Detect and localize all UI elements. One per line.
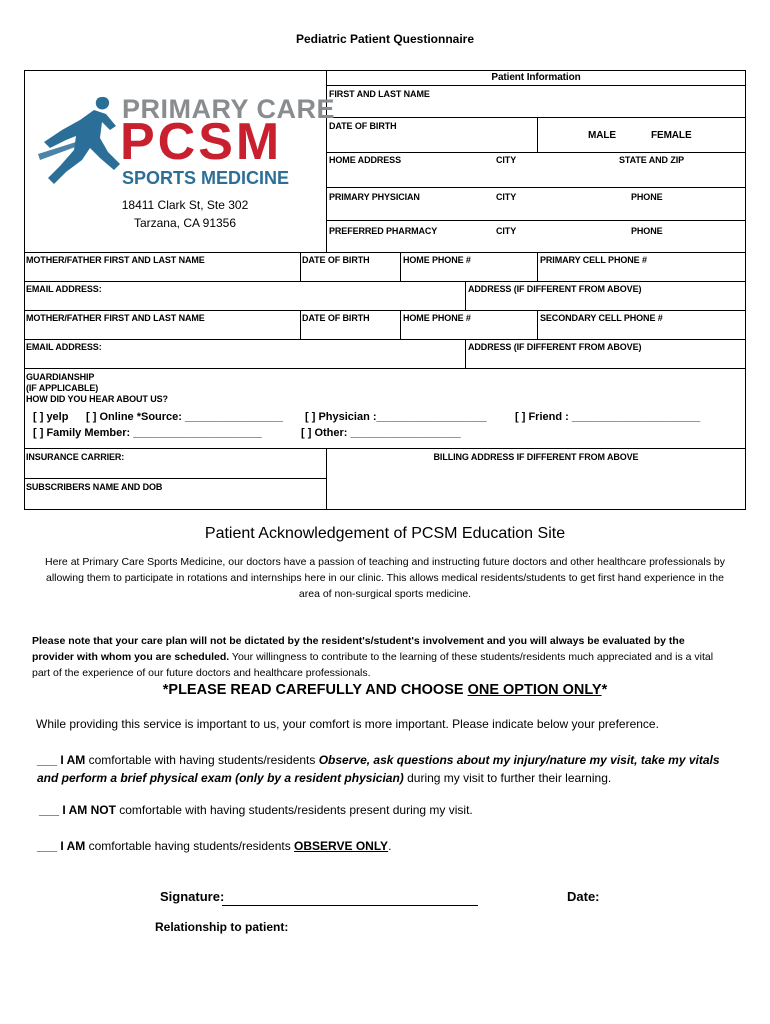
billing-address-field[interactable]: BILLING ADDRESS IF DIFFERENT FROM ABOVE	[433, 452, 639, 462]
guardianship-field[interactable]	[26, 372, 168, 405]
pcsm-logo	[36, 92, 336, 188]
home-address-field[interactable]: HOME ADDRESS	[329, 155, 401, 165]
parent1-dob-field[interactable]: DATE OF BIRTH	[302, 255, 370, 265]
physician-checkbox[interactable]: [ ] Physician :__________________	[305, 411, 487, 423]
form-border-right	[745, 70, 746, 510]
opt3-text: comfortable having students/residents	[85, 839, 295, 853]
dob-field[interactable]: DATE OF BIRTH	[329, 121, 397, 131]
other-checkbox[interactable]: [ ] Other: __________________	[301, 427, 461, 439]
notice-post: *	[601, 682, 608, 698]
option-observe-exam[interactable]	[37, 751, 727, 787]
opt3-end: .	[388, 839, 392, 853]
insurance-carrier-field[interactable]: INSURANCE CARRIER:	[26, 452, 125, 462]
logo-sports-medicine: SPORTS MEDICINE	[122, 168, 290, 188]
signature-label: Signature:	[160, 889, 225, 904]
preferred-pharmacy-field[interactable]: PREFERRED PHARMACY	[329, 226, 438, 236]
parent1-address-field[interactable]: ADDRESS (IF DIFFERENT FROM ABOVE)	[468, 284, 642, 294]
opt2-blank[interactable]: ___	[39, 803, 63, 817]
opt1-end: during my visit to further their learning.	[403, 771, 612, 785]
parent2-cell-field[interactable]: SECONDARY CELL PHONE #	[540, 313, 663, 323]
online-checkbox[interactable]: [ ] Online *Source: ________________	[86, 411, 283, 423]
opt2-text: comfortable with having students/residents present during my visit.	[115, 803, 473, 817]
clinic-address-line2: Tarzana, CA 91356	[133, 216, 237, 230]
opt3-bold: I AM	[60, 839, 86, 853]
parent1-cell-field[interactable]: PRIMARY CELL PHONE #	[540, 255, 647, 265]
state-zip-field[interactable]: STATE AND ZIP	[619, 155, 685, 165]
logo-pcsm: PCSM	[120, 113, 283, 171]
parent2-name-field[interactable]: MOTHER/FATHER FIRST AND LAST NAME	[26, 313, 205, 323]
preference-intro: While providing this service is important to us, your comfort is more important. Please indicate below your preference.	[36, 717, 659, 731]
guardianship-label: GUARDIANSHIP	[26, 372, 95, 382]
guardianship-sublabel: (IF APPLICABLE)	[26, 383, 99, 393]
date-label: Date:	[567, 889, 600, 904]
relationship-label: Relationship to patient:	[155, 920, 289, 934]
page-title: Pediatric Patient Questionnaire	[295, 32, 475, 46]
read-carefully-notice	[0, 682, 770, 698]
parent2-home-phone-field[interactable]: HOME PHONE #	[403, 313, 471, 323]
opt1-blank[interactable]: ___	[37, 753, 61, 767]
ack-paragraph-2-bold: Please note that your care plan will not be dictated by the resident's/student's involvement and you will always be evaluated by the provider with whom you are scheduled.	[32, 635, 685, 663]
clinic-address-line1: 18411 Clark St, Ste 302	[121, 198, 249, 212]
opt3-blank[interactable]: ___	[37, 839, 61, 853]
athlete-silhouette-icon	[36, 92, 124, 187]
female-option[interactable]: FEMALE	[651, 130, 692, 141]
opt1-bold: I AM	[60, 753, 86, 767]
family-member-checkbox[interactable]: [ ] Family Member: _____________________	[33, 427, 262, 439]
signature-line[interactable]	[222, 905, 478, 906]
opt3-underlined: OBSERVE ONLY	[294, 839, 389, 853]
ack-paragraph-2	[32, 633, 727, 681]
physician-phone-field[interactable]: PHONE	[631, 192, 663, 202]
form-border-bottom	[24, 509, 746, 510]
primary-physician-field[interactable]: PRIMARY PHYSICIAN	[329, 192, 420, 202]
option-not-comfortable[interactable]	[39, 803, 473, 817]
first-last-name-field[interactable]: FIRST AND LAST NAME	[329, 89, 430, 99]
pharmacy-city-field[interactable]: CITY	[496, 226, 517, 236]
clinic-address	[100, 196, 270, 232]
opt2-bold: I AM NOT	[62, 803, 116, 817]
subscriber-field[interactable]: SUBSCRIBERS NAME AND DOB	[26, 482, 163, 492]
patient-info-header: Patient Information	[491, 72, 581, 83]
logo-primary-care: PRIMARY CARE	[122, 94, 336, 124]
male-option[interactable]: MALE	[588, 130, 616, 141]
ack-heading: Patient Acknowledgement of PCSM Education Site	[204, 525, 566, 542]
pharmacy-phone-field[interactable]: PHONE	[631, 226, 663, 236]
parent1-home-phone-field[interactable]: HOME PHONE #	[403, 255, 471, 265]
city-field[interactable]: CITY	[496, 155, 517, 165]
friend-checkbox[interactable]: [ ] Friend : _____________________	[515, 411, 701, 423]
notice-underlined: ONE OPTION ONLY	[467, 682, 602, 698]
ack-paragraph-2-rest: Your willingness to contribute to the learning of these students/residents much appreciated and is a vital part of the experience of our future doctors and healthcare professionals.	[32, 651, 714, 679]
parent2-dob-field[interactable]: DATE OF BIRTH	[302, 313, 370, 323]
opt1-bold-italic: Observe, ask questions about my injury/nature my visit, take my vitals and perform a brief physical exam (only by a resident physician)	[37, 753, 720, 785]
option-observe-only[interactable]	[37, 839, 391, 853]
parent2-email-field[interactable]: EMAIL ADDRESS:	[26, 342, 102, 352]
ack-paragraph-1: Here at Primary Care Sports Medicine, our doctors have a passion of teaching and instructing future doctors and other healthcare professionals by allowing them to participate in rotations and internships here in our clinic. This allows medical residents/students to get first hand experience in the area of non-surgical sports medicine.	[45, 556, 725, 600]
parent2-address-field[interactable]: ADDRESS (IF DIFFERENT FROM ABOVE)	[468, 342, 642, 352]
form-border-top	[24, 70, 746, 71]
parent1-email-field[interactable]: EMAIL ADDRESS:	[26, 284, 102, 294]
form-border-left	[24, 70, 25, 510]
opt1-text: comfortable with having students/residents	[85, 753, 319, 767]
yelp-checkbox[interactable]: [ ] yelp	[33, 411, 69, 423]
hear-about-label: HOW DID YOU HEAR ABOUT US?	[26, 394, 168, 404]
notice-pre: *PLEASE READ CAREFULLY AND CHOOSE	[162, 682, 468, 698]
physician-city-field[interactable]: CITY	[496, 192, 517, 202]
parent1-name-field[interactable]: MOTHER/FATHER FIRST AND LAST NAME	[26, 255, 205, 265]
